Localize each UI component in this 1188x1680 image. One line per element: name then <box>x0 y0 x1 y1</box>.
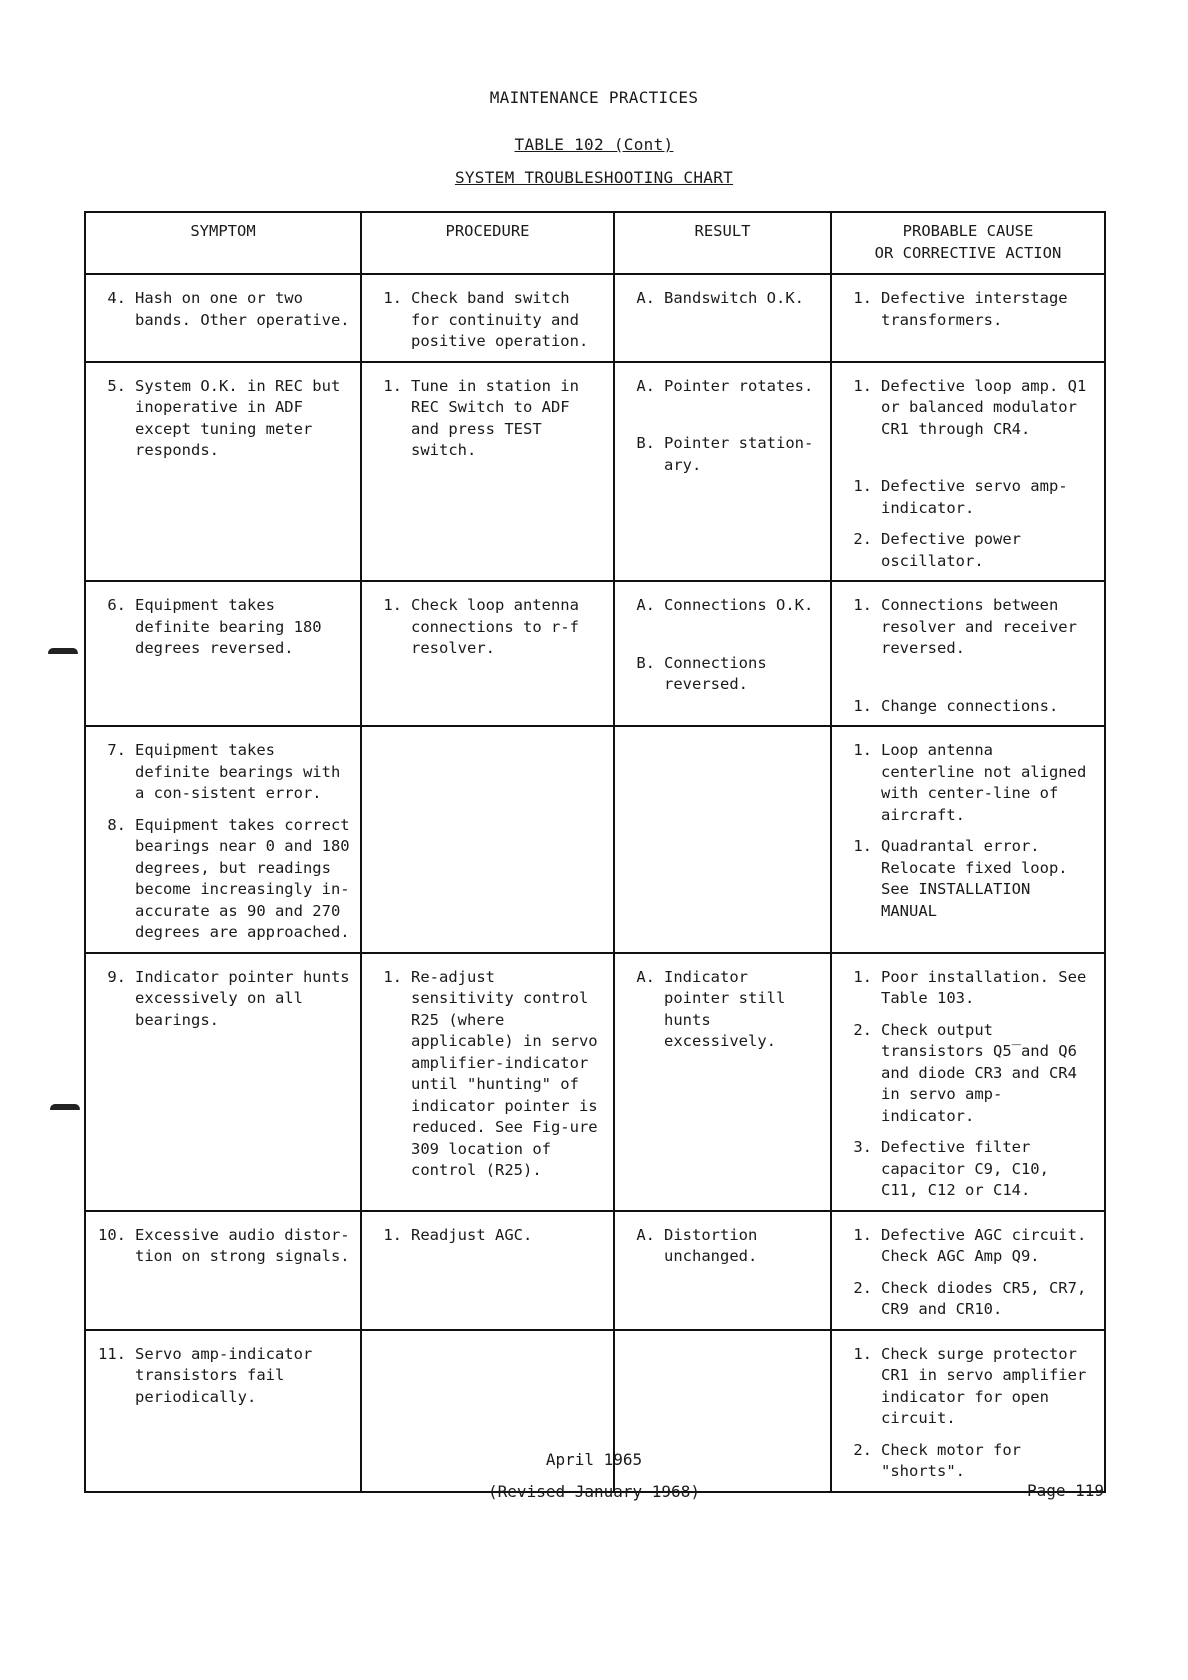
cause-item-text: Defective loop amp. Q1 or balanced modulator CR1 through CR4. <box>881 376 1087 438</box>
procedure-item-number: 1. <box>383 967 402 986</box>
procedure-item <box>372 595 603 660</box>
cause-item-number: 1. <box>853 837 872 855</box>
result-group <box>625 376 820 398</box>
symptom-item-text: Hash on one or two bands. Other operative. <box>135 289 350 329</box>
procedure-item <box>372 376 603 462</box>
cause-item-number: 1. <box>853 1344 872 1363</box>
cause-item-text: Check surge protector CR1 in servo amplifier indicator for open circuit. <box>881 1344 1087 1427</box>
cause-item <box>842 1344 1094 1430</box>
symptom-item <box>96 740 350 805</box>
cause-item-number: 2. <box>853 1278 872 1297</box>
column-header-result: RESULT <box>614 212 831 274</box>
result-cell <box>614 953 831 1211</box>
table-row <box>85 581 1105 726</box>
symptom-cell <box>85 953 361 1211</box>
result-item-number: A. <box>636 1225 655 1244</box>
cause-item-number: 1. <box>853 596 872 614</box>
footer-page-number: Page 119 <box>1026 1481 1104 1500</box>
result-item-text: Indicator pointer still hunts excessively. <box>664 967 786 1050</box>
result-cell <box>614 581 831 726</box>
scan-artifact-mark <box>48 648 78 654</box>
cause-item-text: Connections between resolver and receiver reversed. <box>881 596 1077 657</box>
cause-cell <box>831 726 1105 953</box>
procedure-item-text: Re-adjust sensitivity control R25 (where applicable) in servo amplifier-indicator until "hunting" of indicator pointer is reduced. See Fig-ure 309 location of control (R25). <box>411 967 598 1179</box>
cause-item <box>842 1225 1094 1268</box>
cause-item <box>842 376 1094 441</box>
cause-item <box>842 288 1094 331</box>
cause-cell <box>831 953 1105 1211</box>
cause-item <box>842 967 1094 1010</box>
group-spacer <box>625 617 820 653</box>
result-item <box>625 967 820 1053</box>
cause-group <box>842 288 1094 331</box>
scan-artifact-mark <box>50 1104 80 1110</box>
result-group <box>625 1344 820 1354</box>
result-group <box>625 288 820 310</box>
result-item-text: Pointer rotates. <box>664 376 814 395</box>
cause-cell <box>831 1211 1105 1330</box>
symptom-item-text: System O.K. in REC but inoperative in ADF except tuning meter responds. <box>135 376 341 459</box>
header-row <box>85 212 1105 274</box>
procedure-item-text: Readjust AGC. <box>411 1225 533 1244</box>
cause-item <box>842 740 1094 826</box>
result-cell <box>614 274 831 362</box>
result-cell <box>614 1211 831 1330</box>
cause-item <box>842 1020 1094 1128</box>
procedure-item-number: 1. <box>383 289 402 307</box>
result-item <box>625 595 820 617</box>
cause-item-text: Change connections. <box>881 696 1059 715</box>
result-group <box>625 653 820 696</box>
result-item-number: A. <box>636 376 655 395</box>
symptom-item-text: Equipment takes definite bearings with a con-sistent error. <box>135 741 341 802</box>
procedure-item <box>372 967 603 1182</box>
symptom-item <box>96 376 350 462</box>
cause-cell <box>831 581 1105 726</box>
symptom-item-text: Indicator pointer hunts excessively on all bearings. <box>135 967 350 1029</box>
result-group <box>625 967 820 1053</box>
procedure-cell <box>361 953 614 1211</box>
symptom-item-number: 6. <box>107 596 126 614</box>
result-item <box>625 433 820 476</box>
result-item-number: B. <box>636 434 655 452</box>
procedure-item-number: 1. <box>383 376 402 395</box>
symptom-cell <box>85 362 361 582</box>
result-cell <box>614 362 831 582</box>
result-item-number: A. <box>636 596 655 614</box>
symptom-item-number: 7. <box>107 741 126 759</box>
cause-item <box>842 1278 1094 1321</box>
troubleshooting-table <box>84 211 1106 1493</box>
result-group <box>625 1225 820 1268</box>
cause-group <box>842 1225 1094 1321</box>
cause-group <box>842 376 1094 441</box>
result-item-number: B. <box>636 653 655 672</box>
result-item-text: Pointer station-ary. <box>664 434 814 474</box>
cause-item-text: Defective filter capacitor C9, C10, C11, C12 or C14. <box>881 1138 1049 1199</box>
cause-item-number: 1. <box>853 741 872 759</box>
result-item-number: A. <box>636 289 655 307</box>
cause-item <box>842 696 1094 718</box>
result-item-number: A. <box>636 967 655 986</box>
result-group <box>625 433 820 476</box>
table-row <box>85 726 1105 953</box>
cause-group <box>842 967 1094 1202</box>
table-body <box>85 274 1105 1492</box>
cause-item-text: Defective power oscillator. <box>881 530 1021 570</box>
symptom-item <box>96 815 350 944</box>
result-item-text: Distortion unchanged. <box>664 1225 758 1265</box>
symptom-item <box>96 1225 350 1268</box>
result-item <box>625 376 820 398</box>
result-item-text: Bandswitch O.K. <box>664 289 804 307</box>
cause-item-number: 2. <box>853 530 872 548</box>
symptom-item-number: 5. <box>107 376 126 395</box>
cause-item <box>842 1137 1094 1202</box>
cause-item-text: Check diodes CR5, CR7, CR9 and CR10. <box>881 1278 1087 1318</box>
cause-item <box>842 529 1094 572</box>
result-group <box>625 740 820 750</box>
symptom-item-number: 8. <box>107 815 126 834</box>
symptom-item-text: Servo amp-indicator transistors fail periodically. <box>135 1344 313 1406</box>
footer-date: April 1965 <box>545 1450 643 1469</box>
result-group <box>625 595 820 617</box>
symptom-item-number: 9. <box>107 967 126 986</box>
column-header-procedure: PROCEDURE <box>361 212 614 274</box>
procedure-item-text: Tune in station in REC Switch to ADF and press TEST switch. <box>411 376 579 459</box>
cause-item-number: 2. <box>853 1020 872 1039</box>
cause-item-text: Quadrantal error. Relocate fixed loop. See INSTALLATION MANUAL <box>881 837 1068 920</box>
procedure-item <box>372 1225 603 1247</box>
symptom-cell <box>85 274 361 362</box>
symptom-item <box>96 1344 350 1409</box>
table-row <box>85 362 1105 582</box>
cause-item-number: 1. <box>853 376 872 395</box>
column-header-probable-cause-text: PROBABLE CAUSE OR CORRECTIVE ACTION <box>874 222 1062 262</box>
cause-item <box>842 595 1094 660</box>
procedure-item-number: 1. <box>383 1225 402 1244</box>
symptom-item-text: Equipment takes correct bearings near 0 and 180 degrees, but readings become increasingly in-accurate as 90 and 270 degrees are approached. <box>135 815 350 941</box>
procedure-item <box>372 288 603 353</box>
cause-cell <box>831 362 1105 582</box>
group-spacer <box>842 440 1094 476</box>
symptom-cell <box>85 1211 361 1330</box>
result-item-text: Connections O.K. <box>664 596 814 614</box>
symptom-item <box>96 288 350 331</box>
symptom-item-text: Excessive audio distor-tion on strong signals. <box>135 1225 350 1265</box>
symptom-item-text: Equipment takes definite bearing 180 degrees reversed. <box>135 596 322 657</box>
table-row <box>85 274 1105 362</box>
table-id: TABLE 102 (Cont) <box>514 135 674 154</box>
table-row <box>85 953 1105 1211</box>
cause-item-text: Loop antenna centerline not aligned with center-line of aircraft. <box>881 741 1087 824</box>
cause-item-number: 1. <box>853 289 872 307</box>
chart-title: SYSTEM TROUBLESHOOTING CHART <box>454 168 734 187</box>
result-item <box>625 653 820 696</box>
procedure-cell <box>361 362 614 582</box>
column-header-probable-cause <box>831 212 1105 274</box>
cause-group <box>842 696 1094 718</box>
procedure-cell <box>361 274 614 362</box>
cause-item-number: 1. <box>853 477 872 495</box>
cause-item <box>842 836 1094 922</box>
symptom-item <box>96 967 350 1032</box>
symptom-item-number: 10. <box>98 1225 126 1244</box>
footer-revised: (Revised January 1968) <box>488 1482 700 1501</box>
procedure-cell <box>361 581 614 726</box>
symptom-item <box>96 595 350 660</box>
procedure-item-number: 1. <box>383 596 402 614</box>
cause-item-text: Defective AGC circuit. Check AGC Amp Q9. <box>881 1225 1087 1265</box>
procedure-item-text: Check band switch for continuity and positive operation. <box>411 289 589 350</box>
section-title: MAINTENANCE PRACTICES <box>489 88 699 107</box>
symptom-cell <box>85 581 361 726</box>
cause-item-text: Check output transistors Q5‾and Q6 and diode CR3 and CR4 in servo amp-indicator. <box>881 1020 1077 1125</box>
cause-item-number: 2. <box>853 1440 872 1459</box>
group-spacer <box>842 660 1094 696</box>
symptom-cell <box>85 726 361 953</box>
procedure-cell <box>361 1211 614 1330</box>
procedure-item-text: Check loop antenna connections to r-f resolver. <box>411 596 579 657</box>
table-row <box>85 1211 1105 1330</box>
result-item-text: Connections reversed. <box>664 653 767 693</box>
cause-item-text: Check motor for "shorts". <box>881 1440 1021 1480</box>
cause-item <box>842 476 1094 519</box>
cause-cell <box>831 274 1105 362</box>
cause-item-number: 1. <box>853 967 872 986</box>
cause-item-text: Poor installation. See Table 103. <box>881 967 1087 1007</box>
symptom-item-number: 11. <box>98 1344 126 1363</box>
cause-group <box>842 595 1094 660</box>
result-item <box>625 1225 820 1268</box>
cause-item-text: Defective servo amp-indicator. <box>881 477 1068 517</box>
result-item <box>625 288 820 310</box>
symptom-item-number: 4. <box>107 289 126 307</box>
cause-group <box>842 476 1094 572</box>
cause-item-text: Defective interstage transformers. <box>881 289 1068 329</box>
group-spacer <box>625 397 820 433</box>
cause-item-number: 1. <box>853 1225 872 1244</box>
cause-item-number: 1. <box>853 696 872 715</box>
procedure-cell <box>361 726 614 953</box>
cause-item-number: 3. <box>853 1138 872 1156</box>
cause-group <box>842 740 1094 922</box>
result-cell <box>614 726 831 953</box>
column-header-symptom: SYMPTOM <box>85 212 361 274</box>
